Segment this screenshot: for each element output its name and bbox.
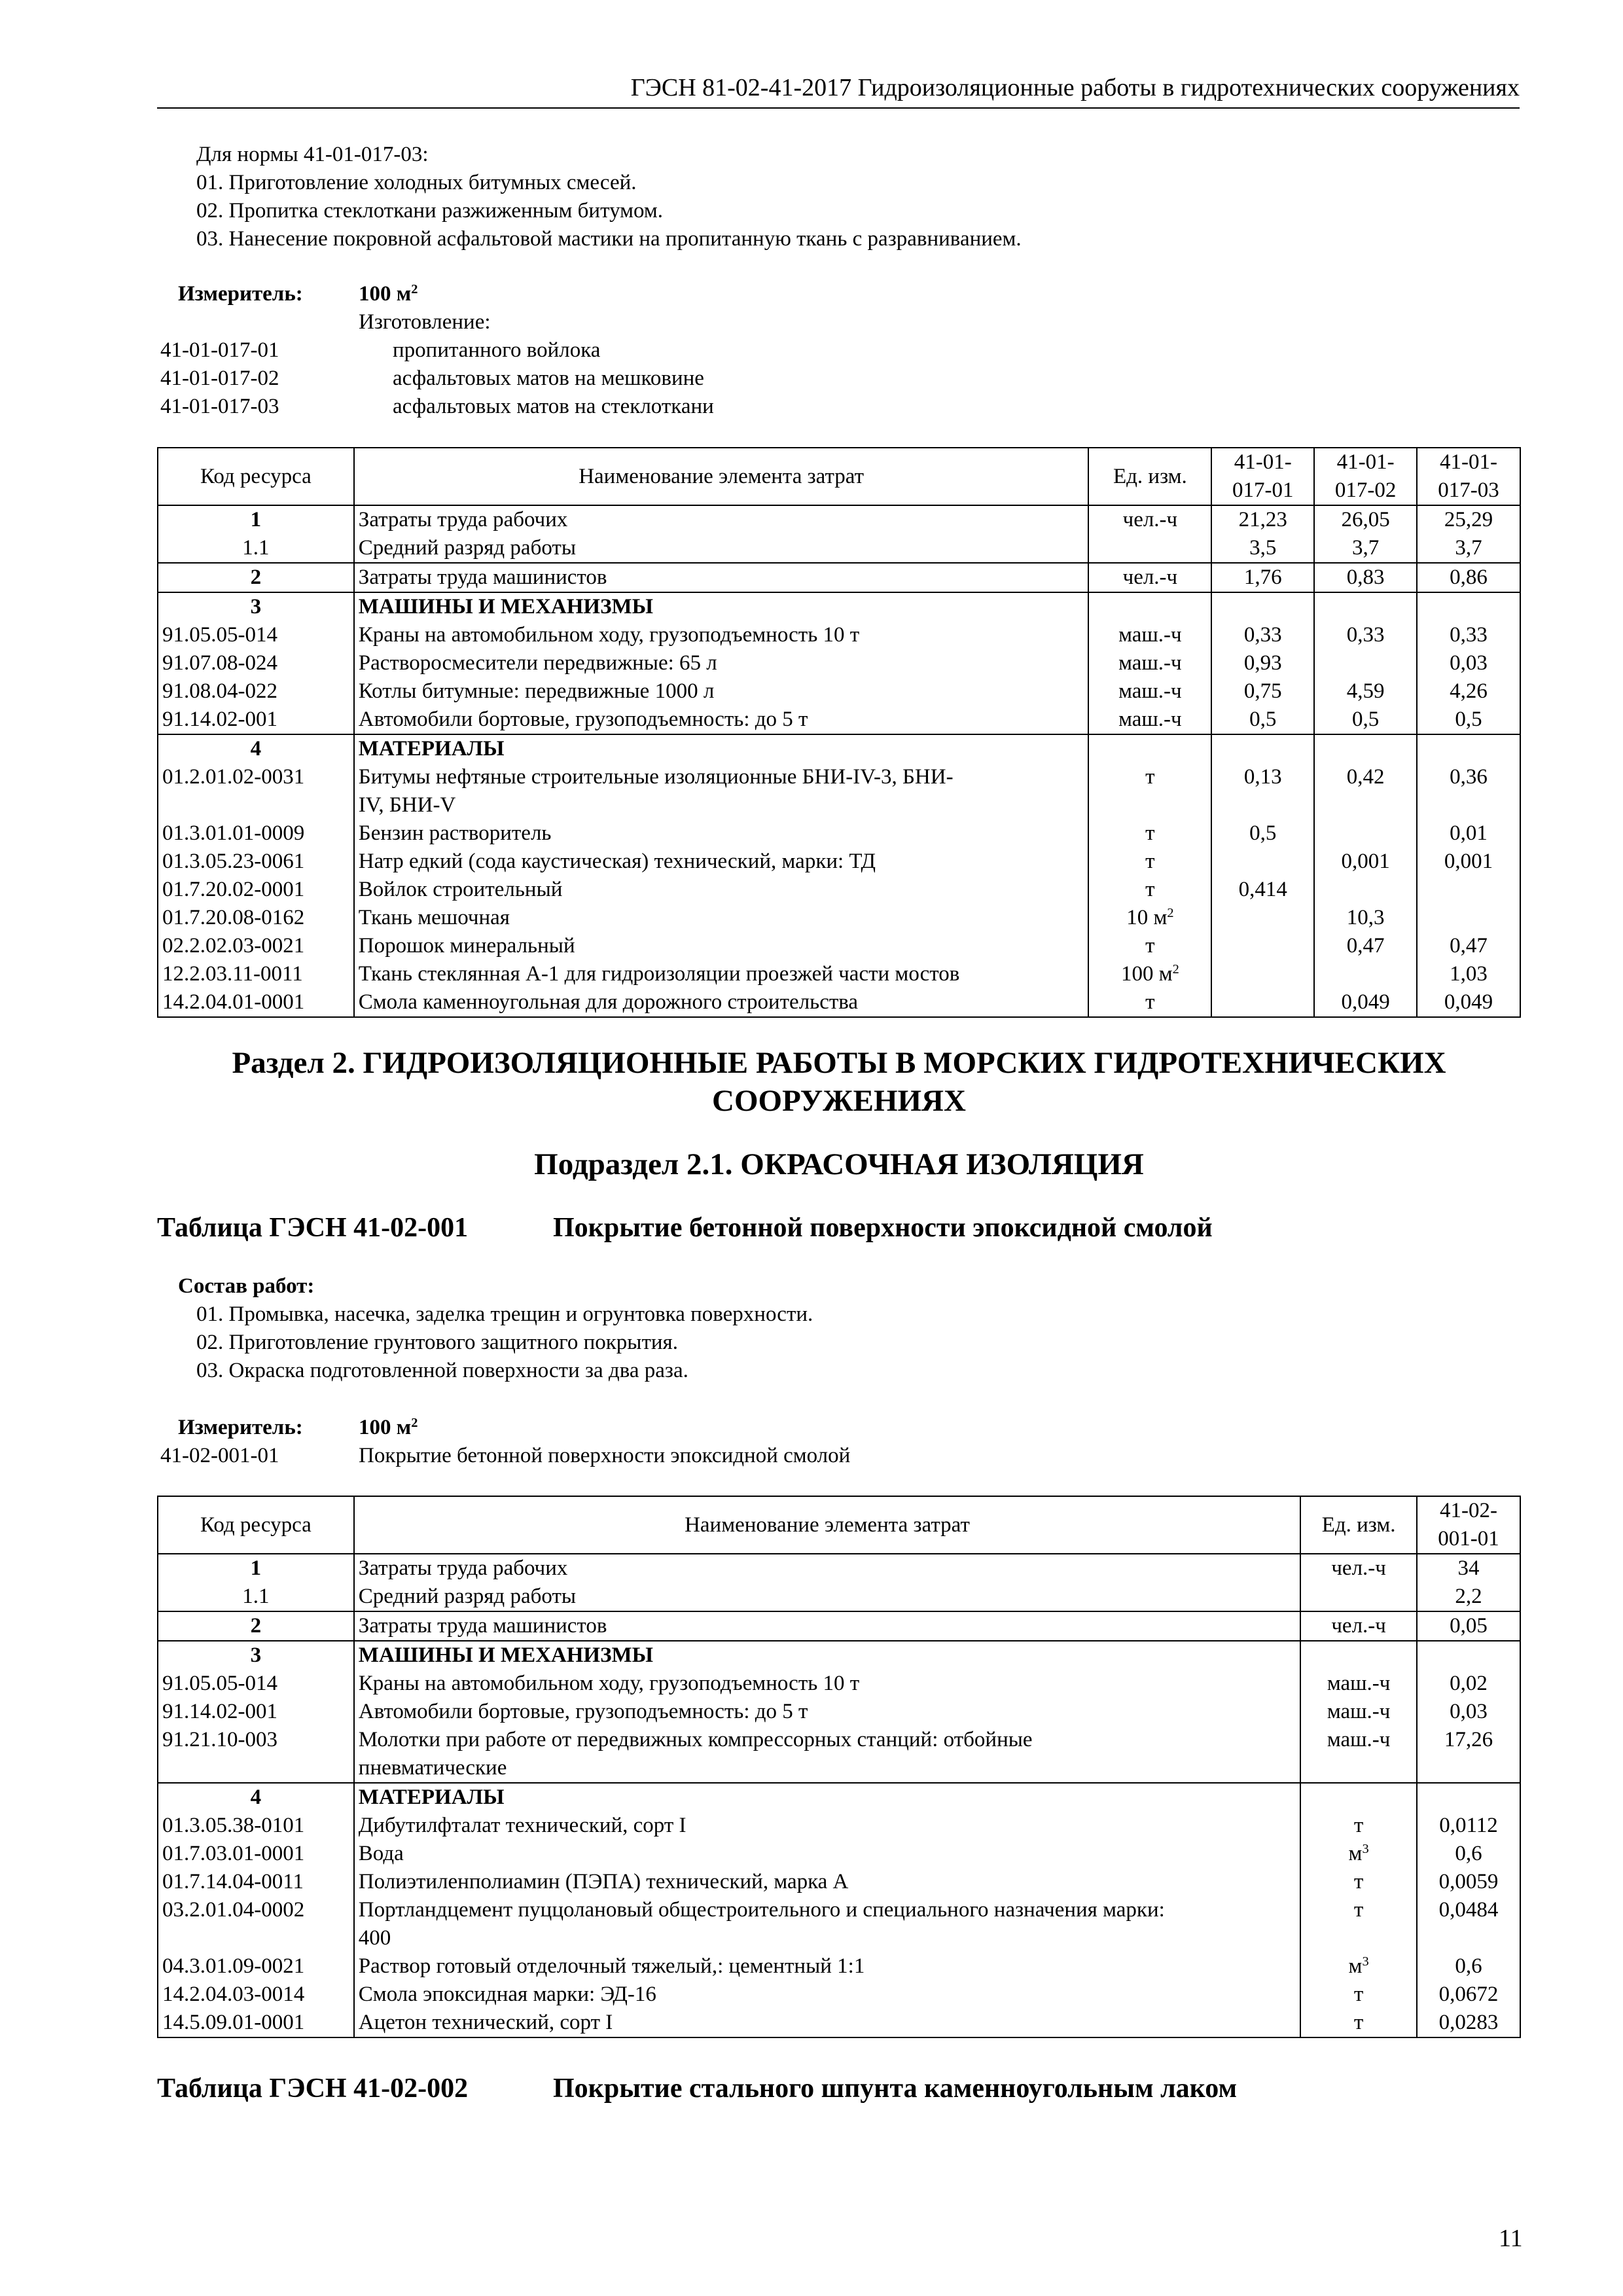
running-header: ГЭСН 81-02-41-2017 Гидроизоляционные работы в гидротехнических сооружениях: [630, 74, 1520, 101]
col-header-name: Наименование элемента затрат: [354, 1496, 1300, 1554]
table-row: 91.07.08-024 Растворосмесители передвижные: 65 л маш.-ч 0,93 0,03: [158, 649, 1520, 677]
table-row: 4 МАТЕРИАЛЫ: [158, 1783, 1520, 1812]
table-row: 91.21.10-003 Молотки при работе от передвижных компрессорных станций: отбойные пневматические маш.-ч 17,26: [158, 1726, 1520, 1783]
table-row: 1 Затраты труда рабочих чел.-ч 34: [158, 1554, 1520, 1583]
norm-code: 41-01-017-01: [160, 338, 279, 362]
table-row: 01.3.05.23-0061 Натр едкий (сода каустическая) технический, марки: ТД т 0,001 0,001: [158, 848, 1520, 876]
meter-value: 100 $м^2$: [359, 1415, 418, 1439]
col-header-code: Код ресурса: [158, 1496, 354, 1554]
table-row: 91.14.02-001 Автомобили бортовые, грузоподъемность: до 5 т маш.-ч 0,5 0,5 0,5: [158, 706, 1520, 734]
table-row: 01.2.01.02-0031 Битумы нефтяные строительные изоляционные БНИ-IV-3, БНИ- IV, БНИ-V т 0,13 0,42 0,36: [158, 763, 1520, 819]
table-row: 4 МАТЕРИАЛЫ: [158, 734, 1520, 763]
table-row: 01.7.20.02-0001 Войлок строительный т 0,414: [158, 876, 1520, 904]
resource-table-1: [157, 447, 1521, 1018]
table-label: Таблица ГЭСН 41-02-002: [157, 2073, 469, 2104]
table-row: 1 Затраты труда рабочих чел.-ч 21,23 26,05 25,29: [158, 505, 1520, 534]
col-header-norm: 41-01- 017-01: [1211, 448, 1314, 505]
table-row: 12.2.03.11-0011 Ткань стеклянная А-1 для гидроизоляции проезжей части мостов 100 $м^2$ 1,03: [158, 960, 1520, 988]
table-name: Покрытие стального шпунта каменноугольным лаком: [553, 2073, 1238, 2104]
resource-table-2: [157, 1496, 1521, 2038]
col-header-norm: 41-01- 017-02: [1314, 448, 1417, 505]
table-row: 01.3.01.01-0009 Бензин растворитель т 0,5 0,01: [158, 819, 1520, 848]
table-row: 01.7.20.08-0162 Ткань мешочная 10 $м^2$ 10,3: [158, 904, 1520, 932]
header-rule: [157, 107, 1520, 109]
page-number: 11: [1499, 2225, 1523, 2252]
table-label: Таблица ГЭСН 41-02-001: [157, 1213, 469, 1243]
table-row: 1.1 Средний разряд работы 3,5 3,7 3,7: [158, 534, 1520, 563]
table-row: 14.5.09.01-0001 Ацетон технический, сорт I т 0,0283: [158, 2009, 1520, 2037]
table-row: 2 Затраты труда машинистов чел.-ч 0,05: [158, 1611, 1520, 1641]
composition-label: Состав работ:: [178, 1274, 315, 1298]
work-step: 03. Окраска подготовленной поверхности за два раза.: [196, 1359, 688, 1382]
table-row: 01.7.14.04-0011 Полиэтиленполиамин (ПЭПА) технический, марка А т 0,0059: [158, 1868, 1520, 1896]
col-header-unit: Ед. изм.: [1088, 448, 1211, 505]
table-row: 14.2.04.03-0014 Смола эпоксидная марки: ЭД-16 т 0,0672: [158, 1981, 1520, 2009]
work-step: 02. Приготовление грунтового защитного покрытия.: [196, 1331, 678, 1354]
table-row: 01.3.05.38-0101 Дибутилфталат технический, сорт I т 0,0112: [158, 1812, 1520, 1840]
norm-name: Покрытие бетонной поверхности эпоксидной смолой: [359, 1444, 851, 1467]
col-header-norm: 41-02- 001-01: [1417, 1496, 1520, 1554]
subsection-title: Подраздел 2.1. ОКРАСОЧНАЯ ИЗОЛЯЦИЯ: [534, 1147, 1144, 1181]
norm-code: 41-01-017-03: [160, 395, 279, 418]
col-header-norm: 41-01- 017-03: [1417, 448, 1520, 505]
section-title: Раздел 2. ГИДРОИЗОЛЯЦИОННЫЕ РАБОТЫ В МОРСКИХ ГИДРОТЕХНИЧЕСКИХ СООРУЖЕНИЯХ: [232, 1046, 1446, 1118]
table-row: 3 МАШИНЫ И МЕХАНИЗМЫ: [158, 592, 1520, 621]
norm-name: пропитанного войлока: [393, 338, 601, 362]
col-header-unit: Ед. изм.: [1300, 1496, 1417, 1554]
table-row: 01.7.03.01-0001 Вода $м^3$ 0,6: [158, 1840, 1520, 1868]
norm-name: асфальтовых матов на стеклоткани: [393, 395, 714, 418]
table-row: 14.2.04.01-0001 Смола каменноугольная для дорожного строительства т 0,049 0,049: [158, 988, 1520, 1017]
intro-line: 03. Нанесение покровной асфальтовой мастики на пропитанную ткань с разравниванием.: [196, 227, 1022, 251]
norm-code: 41-02-001-01: [160, 1444, 279, 1467]
table-row: 91.14.02-001 Автомобили бортовые, грузоподъемность: до 5 т маш.-ч 0,03: [158, 1698, 1520, 1726]
manufacture-label: Изготовление:: [359, 310, 491, 334]
intro-line: Для нормы 41-01-017-03:: [196, 143, 429, 166]
table-row: 3 МАШИНЫ И МЕХАНИЗМЫ: [158, 1641, 1520, 1670]
col-header-name: Наименование элемента затрат: [354, 448, 1089, 505]
table-row: 1.1 Средний разряд работы 2,2: [158, 1583, 1520, 1611]
table-row: 04.3.01.09-0021 Раствор готовый отделочный тяжелый,: цементный 1:1 $м^3$ 0,6: [158, 1952, 1520, 1981]
table-name: Покрытие бетонной поверхности эпоксидной смолой: [553, 1213, 1213, 1243]
table-row: 91.05.05-014 Краны на автомобильном ходу, грузоподъемность 10 т маш.-ч 0,33 0,33 0,33: [158, 621, 1520, 649]
meter-label: Измеритель:: [178, 1416, 303, 1439]
meter-value: 100 $м^2$: [359, 281, 418, 306]
norm-name: асфальтовых матов на мешковине: [393, 367, 704, 390]
table-row: 03.2.01.04-0002 Портландцемент пуццолановый общестроительного и специального назначения марки: 400 т 0,0484: [158, 1896, 1520, 1952]
table-header-row: [158, 1496, 1520, 1554]
table-row: 2 Затраты труда машинистов чел.-ч 1,76 0,83 0,86: [158, 563, 1520, 592]
table-row: 02.2.02.03-0021 Порошок минеральный т 0,47 0,47: [158, 932, 1520, 960]
table-row: 91.05.05-014 Краны на автомобильном ходу, грузоподъемность 10 т маш.-ч 0,02: [158, 1670, 1520, 1698]
col-header-code: Код ресурса: [158, 448, 354, 505]
meter-label: Измеритель:: [178, 282, 303, 306]
intro-line: 01. Приготовление холодных битумных смесей.: [196, 171, 637, 194]
work-step: 01. Промывка, насечка, заделка трещин и огрунтовка поверхности.: [196, 1302, 813, 1326]
intro-line: 02. Пропитка стеклоткани разжиженным битумом.: [196, 199, 664, 223]
table-header-row: [158, 448, 1520, 505]
table-row: 91.08.04-022 Котлы битумные: передвижные 1000 л маш.-ч 0,75 4,59 4,26: [158, 677, 1520, 706]
norm-code: 41-01-017-02: [160, 367, 279, 390]
